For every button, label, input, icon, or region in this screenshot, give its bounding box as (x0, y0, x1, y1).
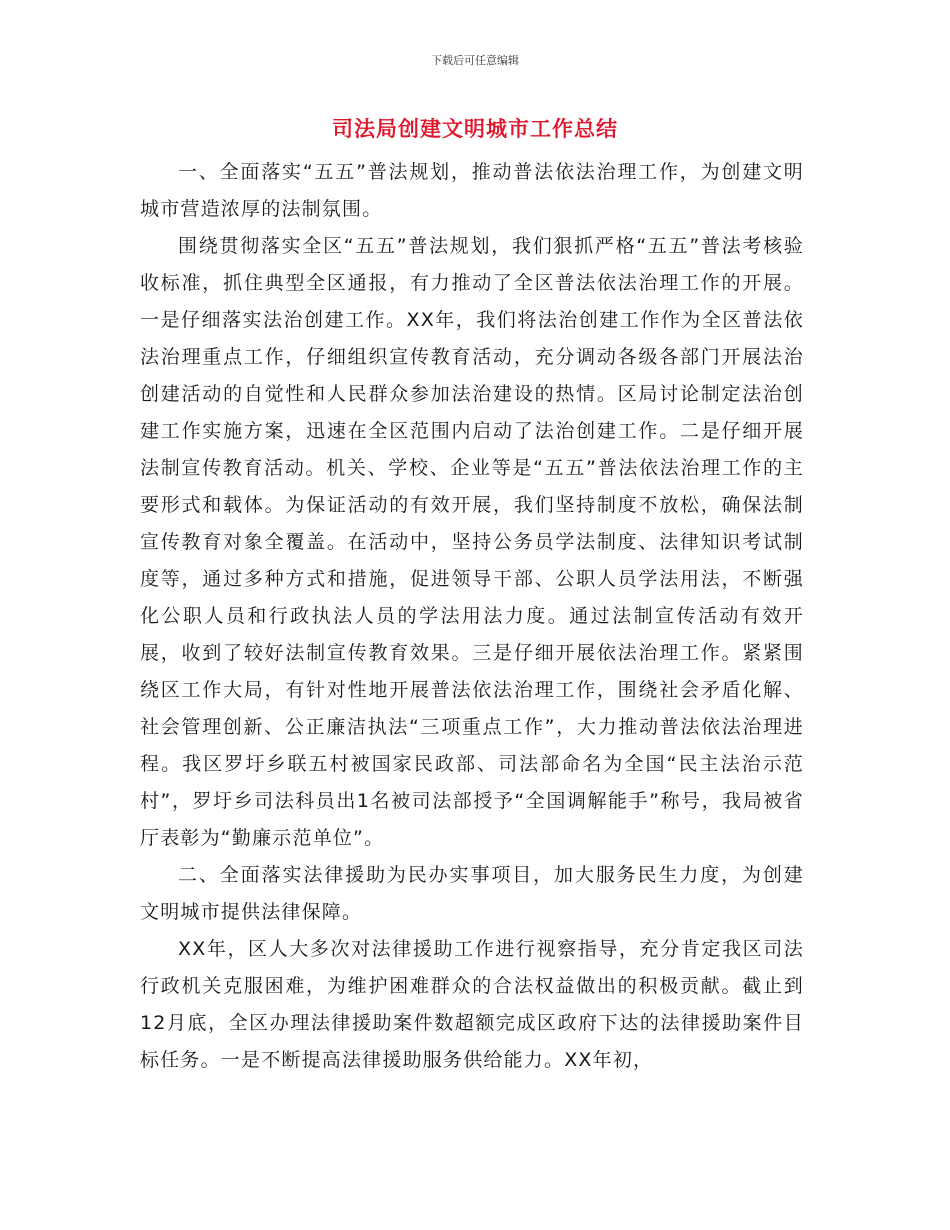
paragraph-section-two-heading: 二、全面落实法律援助为民办实事项目，加大服务民生力度，为创建文明城市提供法律保障。 (140, 864, 804, 923)
paragraph-section-one-content: 围绕贯彻落实全区“五五”普法规划，我们狠抓严格“五五”普法考核验收标准，抓住典型全区通报，有力推动了全区普法依法治理工作的开展。一是仔细落实法治创建工作。XX年，我们将法治创建工作作为全区普法依法治理重点工作，仔细组织宣传教育活动，充分调动各级各部门开展法治创建活动的自觉性和人民群众参加法治建设的热情。区局讨论制定法治创建工作实施方案，迅速在全区范围内启动了法治创建工作。二是仔细开展法制宣传教育活动。机关、学校、企业等是“五五”普法依法治理工作的主要形式和载体。为保证活动的有效开展，我们坚持制度不放松，确保法制宣传教育对象全覆盖。在活动中，坚持公务员学法制度、法律知识考试制度等，通过多种方式和措施，促进领导干部、公职人员学法用法，不断强化公职人员和行政执法人员的学法用法力度。通过法制宣传活动有效开展，收到了较好法制宣传教育效果。三是仔细开展依法治理工作。紧紧围绕区工作大局，有针对性地开展普法依法治理工作，围绕社会矛盾化解、社会管理创新、公正廉洁执法“三项重点工作”，大力推动普法依法治理进程。我区罗圩乡联五村被国家民政部、司法部命名为全国“民主法治示范村”，罗圩乡司法科员出1名被司法部授予“全国调解能手”称号，我局被省厅表彰为“勤廉示范单位”。 (140, 235, 804, 849)
paragraph-section-one-heading: 一、全面落实“五五”普法规划，推动普法依法治理工作，为创建文明城市营造浓厚的法制氛围。 (140, 161, 804, 220)
paragraph-section-two-content: XX年，区人大多次对法律援助工作进行视察指导，充分肯定我区司法行政机关克服困难，为维护困难群众的合法权益做出的积极贡献。截止到12月底，全区办理法律援助案件数超额完成区政府下达的法律援助案件目标任务。一是不断提高法律援助服务供给能力。XX年初， (140, 938, 804, 1071)
document-title: 司法局创建文明城市工作总结 (332, 117, 618, 141)
document-body (140, 154, 804, 1079)
page-header-note: 下载后可任意编辑 (431, 54, 519, 67)
